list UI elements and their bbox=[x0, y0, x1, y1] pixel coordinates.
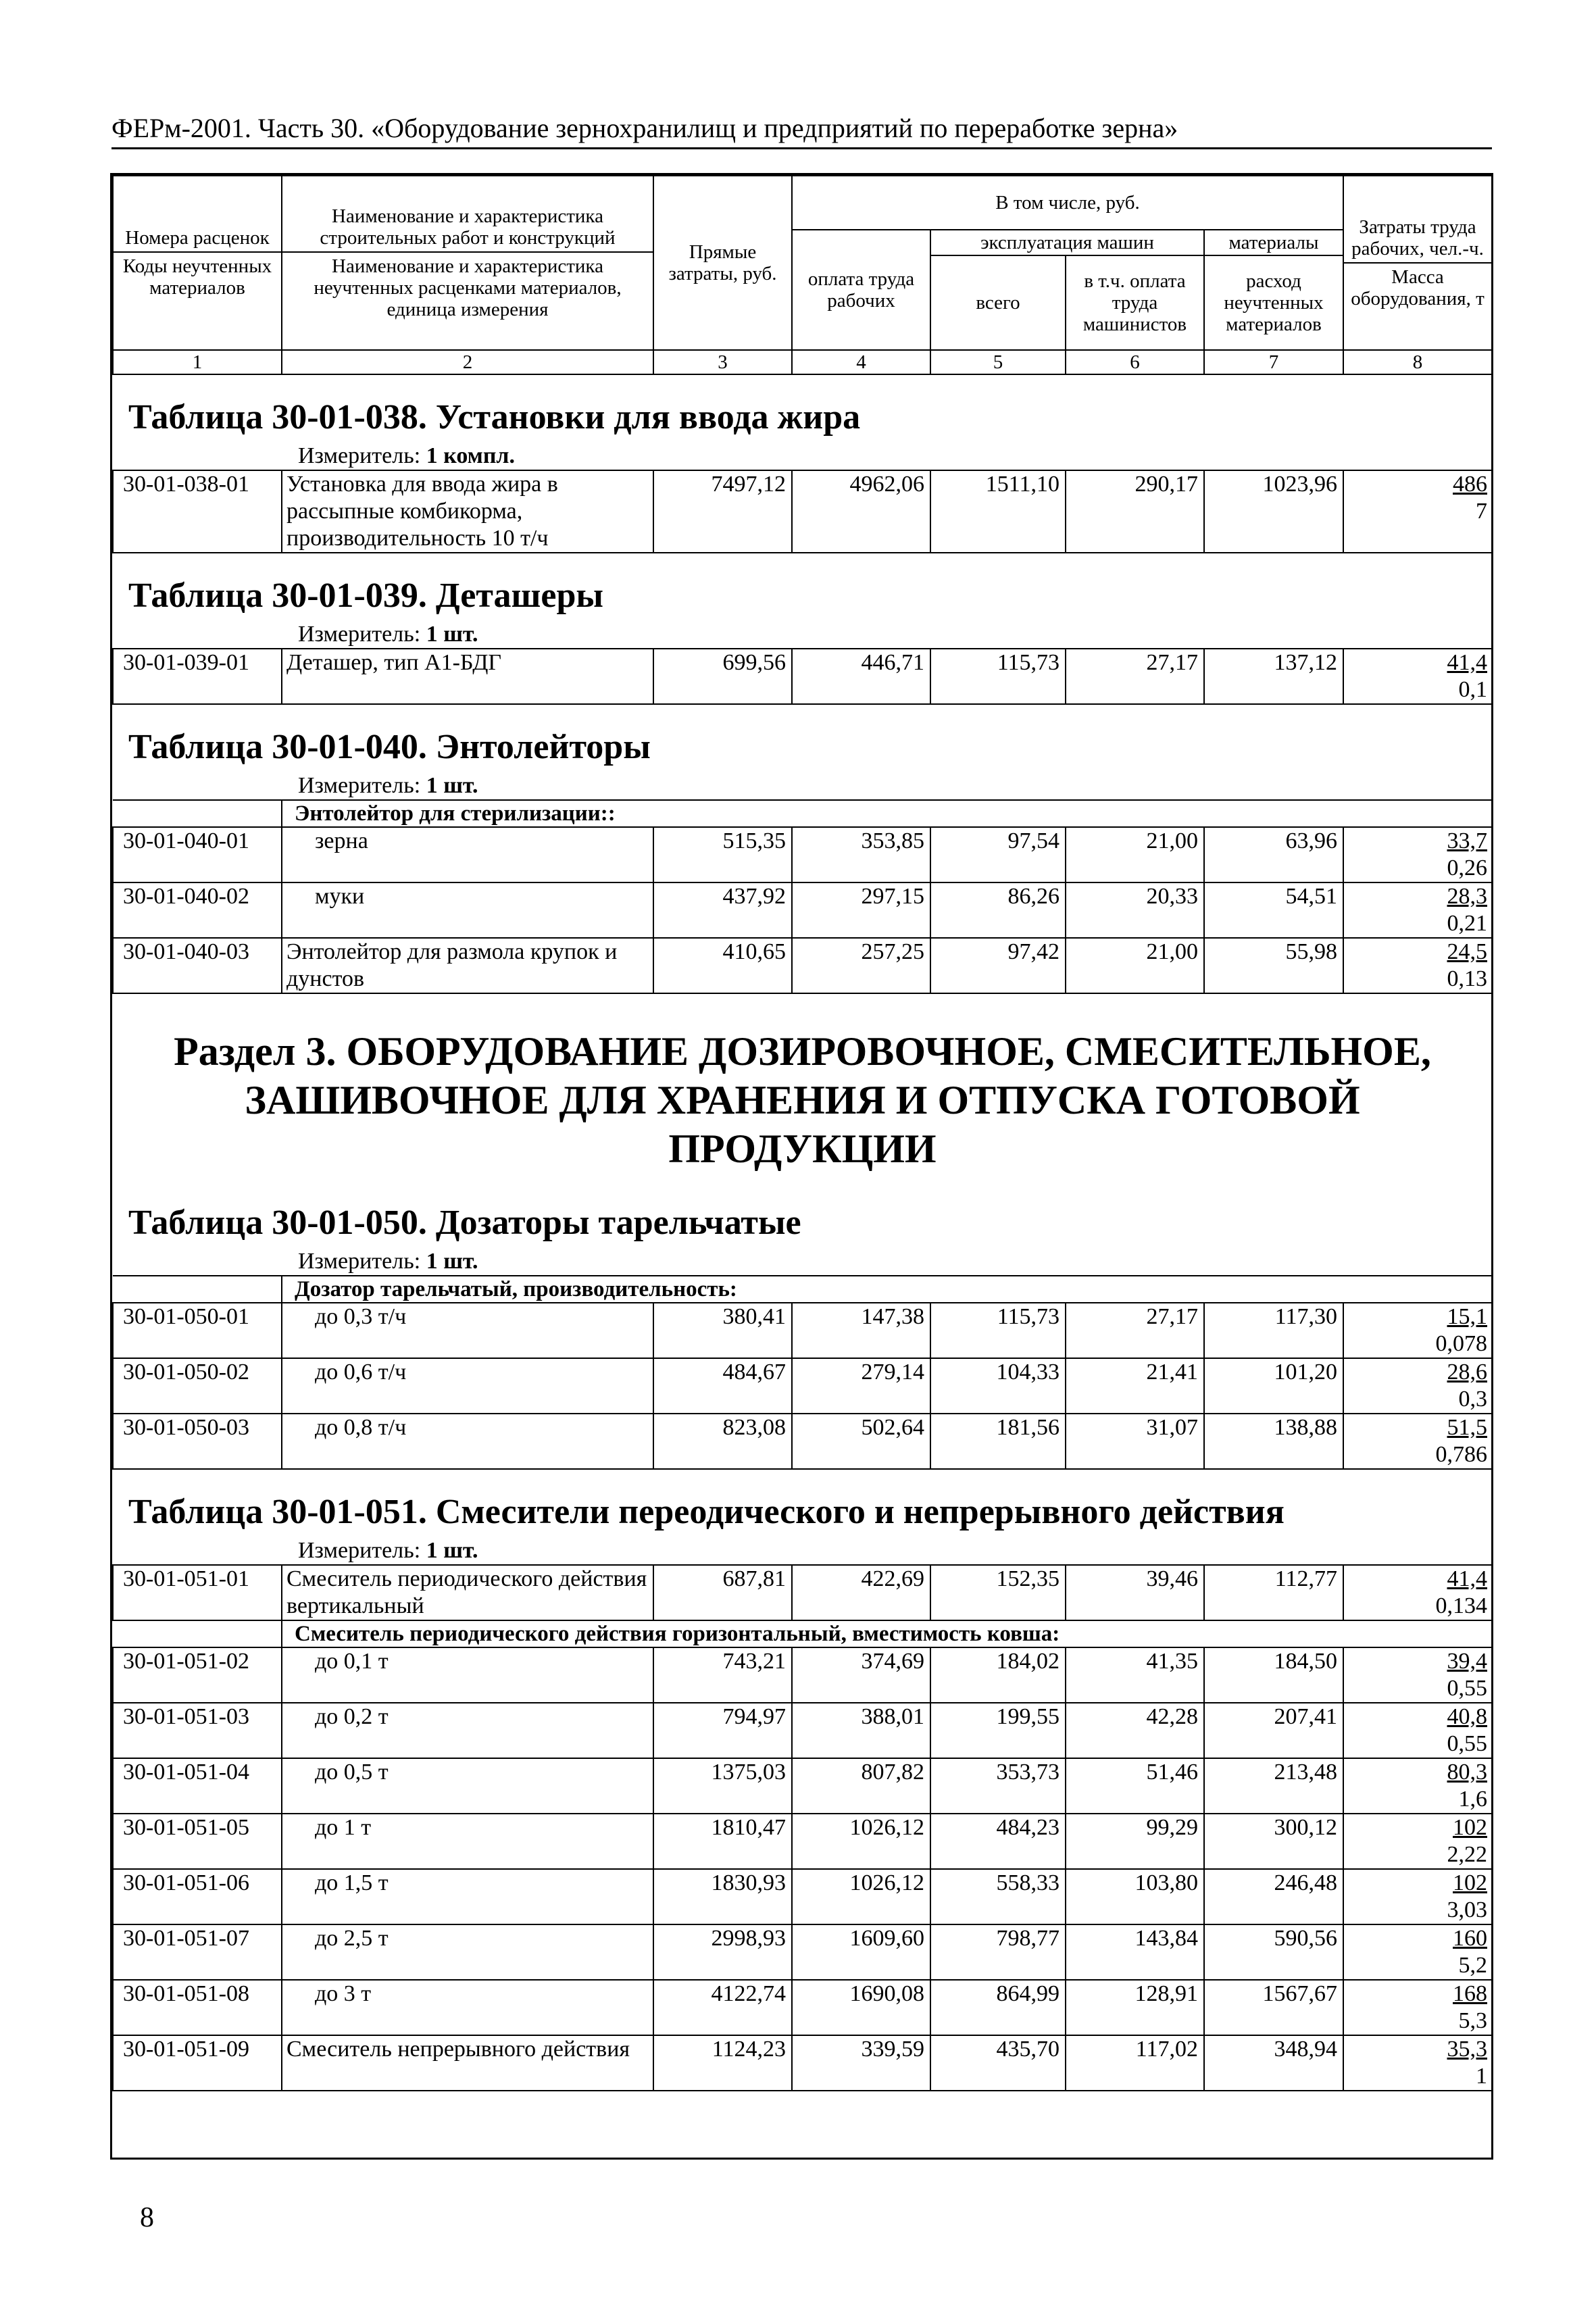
header-col1 bbox=[113, 176, 282, 350]
table-title: Таблица 30-01-039. Деташеры bbox=[128, 576, 603, 615]
value-pay: 502,64 bbox=[792, 1414, 930, 1469]
value-drivers: 27,17 bbox=[1066, 649, 1204, 704]
rate-name: до 3 т bbox=[282, 1980, 653, 2035]
value-materials: 54,51 bbox=[1204, 882, 1343, 938]
rate-code: 30-01-051-06 bbox=[113, 1869, 282, 1924]
header-col4: оплата труда рабочих bbox=[792, 230, 930, 350]
group-heading-row bbox=[113, 800, 1492, 827]
value-machines: 199,55 bbox=[930, 1703, 1066, 1758]
rate-name: Деташер, тип А1-БДГ bbox=[282, 649, 653, 704]
value-labor: 39,4 bbox=[1447, 1649, 1487, 1674]
group-heading-spacer bbox=[113, 1620, 282, 1647]
header-col8-bottom: Масса оборудования, т bbox=[1351, 266, 1485, 309]
header-col2-bottom: Наименование и характеристика неучтенных расценками материалов, единица измерения bbox=[314, 255, 622, 320]
value-machines: 353,73 bbox=[930, 1758, 1066, 1814]
value-pay: 147,38 bbox=[792, 1303, 930, 1358]
section-title: Раздел 3. ОБОРУДОВАНИЕ ДОЗИРОВОЧНОЕ, СМЕСИТЕЛЬНОЕ, ЗАШИВОЧНОЕ ДЛЯ ХРАНЕНИЯ И ОТПУСКА ГОТОВОЙ ПРОДУКЦИИ bbox=[174, 1029, 1431, 1171]
labor-mass-cell bbox=[1343, 1869, 1492, 1924]
header-col2-top: Наименование и характеристика строительных работ и конструкций bbox=[282, 204, 653, 253]
value-direct: 1810,47 bbox=[653, 1814, 792, 1869]
group-heading: Смеситель периодического действия горизонтальный, вместимость ковша: bbox=[282, 1620, 1492, 1647]
table-title: Таблица 30-01-051. Смесители переодического и непрерывного действия bbox=[128, 1493, 1285, 1531]
value-labor: 102 bbox=[1453, 1870, 1487, 1895]
table-row bbox=[113, 882, 1492, 938]
rate-name: до 2,5 т bbox=[282, 1924, 653, 1980]
value-mass: 0,078 bbox=[1435, 1331, 1487, 1356]
value-machines: 115,73 bbox=[930, 1303, 1066, 1358]
value-mass: 0,26 bbox=[1447, 855, 1487, 880]
meter-row bbox=[113, 1248, 1492, 1276]
meter-line bbox=[114, 1249, 1491, 1274]
value-mass: 0,134 bbox=[1435, 1593, 1487, 1618]
rate-name: до 0,6 т/ч bbox=[282, 1358, 653, 1414]
value-labor: 33,7 bbox=[1447, 828, 1487, 853]
table-row bbox=[113, 1303, 1492, 1358]
labor-mass-cell bbox=[1343, 882, 1492, 938]
meter-cell bbox=[113, 1248, 1492, 1276]
rate-name: до 0,2 т bbox=[282, 1703, 653, 1758]
value-mass: 7 bbox=[1476, 499, 1487, 524]
value-drivers: 128,91 bbox=[1066, 1980, 1204, 2035]
header-col1-top: Номера расценок bbox=[114, 226, 281, 253]
table-row bbox=[113, 1758, 1492, 1814]
labor-mass-cell bbox=[1343, 1758, 1492, 1814]
value-drivers: 39,46 bbox=[1066, 1565, 1204, 1620]
value-pay: 446,71 bbox=[792, 649, 930, 704]
table-title-cell bbox=[113, 374, 1492, 443]
rate-code: 30-01-038-01 bbox=[113, 470, 282, 553]
value-drivers: 51,46 bbox=[1066, 1758, 1204, 1814]
rate-name: до 0,5 т bbox=[282, 1758, 653, 1814]
rate-code: 30-01-040-02 bbox=[113, 882, 282, 938]
value-machines: 1511,10 bbox=[930, 470, 1066, 553]
value-drivers: 290,17 bbox=[1066, 470, 1204, 553]
table-title: Таблица 30-01-038. Установки для ввода жира bbox=[128, 398, 861, 437]
section-cell bbox=[113, 993, 1492, 1180]
rate-name: до 0,3 т/ч bbox=[282, 1303, 653, 1358]
value-drivers: 20,33 bbox=[1066, 882, 1204, 938]
value-labor: 102 bbox=[1453, 1815, 1487, 1840]
value-drivers: 143,84 bbox=[1066, 1924, 1204, 1980]
value-materials: 117,30 bbox=[1204, 1303, 1343, 1358]
value-drivers: 31,07 bbox=[1066, 1414, 1204, 1469]
value-labor: 80,3 bbox=[1447, 1760, 1487, 1785]
table-row bbox=[113, 1924, 1492, 1980]
value-materials: 101,20 bbox=[1204, 1358, 1343, 1414]
value-pay: 374,69 bbox=[792, 1647, 930, 1703]
labor-mass-cell bbox=[1343, 1647, 1492, 1703]
header-col5: всего bbox=[930, 255, 1066, 350]
table-body bbox=[113, 374, 1492, 2091]
rate-code: 30-01-040-03 bbox=[113, 938, 282, 993]
table-row bbox=[113, 1814, 1492, 1869]
column-number: 5 bbox=[930, 350, 1066, 374]
value-machines: 558,33 bbox=[930, 1869, 1066, 1924]
rate-name: муки bbox=[282, 882, 653, 938]
header-col7: расход неучтенных материалов bbox=[1204, 255, 1343, 350]
header-col8 bbox=[1343, 176, 1492, 350]
value-mass: 0,786 bbox=[1435, 1442, 1487, 1467]
value-mass: 5,2 bbox=[1458, 1953, 1487, 1978]
meter-cell bbox=[113, 1537, 1492, 1565]
table-row bbox=[113, 1647, 1492, 1703]
rate-code: 30-01-051-04 bbox=[113, 1758, 282, 1814]
header-machines-label: эксплуатация машин bbox=[930, 230, 1204, 255]
value-drivers: 21,00 bbox=[1066, 938, 1204, 993]
column-number: 7 bbox=[1204, 350, 1343, 374]
rate-code: 30-01-051-05 bbox=[113, 1814, 282, 1869]
value-labor: 51,5 bbox=[1447, 1415, 1487, 1440]
rate-code: 30-01-050-03 bbox=[113, 1414, 282, 1469]
value-mass: 3,03 bbox=[1447, 1897, 1487, 1922]
value-direct: 743,21 bbox=[653, 1647, 792, 1703]
header-materials-label: материалы bbox=[1204, 230, 1343, 255]
value-direct: 699,56 bbox=[653, 649, 792, 704]
running-header: ФЕРм-2001. Часть 30. «Оборудование зернохранилищ и предприятий по переработке зерна» bbox=[111, 114, 1492, 149]
value-drivers: 42,28 bbox=[1066, 1703, 1204, 1758]
group-heading-row bbox=[113, 1276, 1492, 1303]
value-labor: 486 bbox=[1453, 472, 1487, 497]
value-machines: 435,70 bbox=[930, 2035, 1066, 2091]
value-pay: 279,14 bbox=[792, 1358, 930, 1414]
value-materials: 348,94 bbox=[1204, 2035, 1343, 2091]
value-materials: 1567,67 bbox=[1204, 1980, 1343, 2035]
meter-label: Измеритель: bbox=[298, 1538, 421, 1563]
table-row bbox=[113, 1980, 1492, 2035]
value-direct: 484,67 bbox=[653, 1358, 792, 1414]
rate-name: зерна bbox=[282, 827, 653, 882]
rate-code: 30-01-040-01 bbox=[113, 827, 282, 882]
page-number: 8 bbox=[140, 2202, 154, 2233]
rate-name: Смеситель периодического действия вертикальный bbox=[282, 1565, 653, 1620]
value-drivers: 21,41 bbox=[1066, 1358, 1204, 1414]
value-drivers: 117,02 bbox=[1066, 2035, 1204, 2091]
column-number: 6 bbox=[1066, 350, 1204, 374]
value-pay: 257,25 bbox=[792, 938, 930, 993]
group-heading-row bbox=[113, 1620, 1492, 1647]
header-col2 bbox=[282, 176, 653, 350]
rate-code: 30-01-050-02 bbox=[113, 1358, 282, 1414]
group-heading-spacer bbox=[113, 800, 282, 827]
rate-name: Установка для ввода жира в рассыпные комбикорма, производительность 10 т/ч bbox=[282, 470, 653, 553]
value-labor: 168 bbox=[1453, 1981, 1487, 2006]
value-direct: 794,97 bbox=[653, 1703, 792, 1758]
value-materials: 213,48 bbox=[1204, 1758, 1343, 1814]
table-row bbox=[113, 470, 1492, 553]
labor-mass-cell bbox=[1343, 2035, 1492, 2091]
value-labor: 24,5 bbox=[1447, 939, 1487, 964]
value-materials: 246,48 bbox=[1204, 1869, 1343, 1924]
rate-code: 30-01-051-01 bbox=[113, 1565, 282, 1620]
table-row bbox=[113, 1358, 1492, 1414]
rate-code: 30-01-050-01 bbox=[113, 1303, 282, 1358]
labor-mass-cell bbox=[1343, 1358, 1492, 1414]
group-heading: Энтолейтор для стерилизации:: bbox=[282, 800, 1492, 827]
table-title-cell bbox=[113, 1469, 1492, 1537]
table-title: Таблица 30-01-050. Дозаторы тарельчатые bbox=[128, 1203, 801, 1242]
value-drivers: 27,17 bbox=[1066, 1303, 1204, 1358]
value-direct: 2998,93 bbox=[653, 1924, 792, 1980]
labor-mass-cell bbox=[1343, 470, 1492, 553]
value-materials: 55,98 bbox=[1204, 938, 1343, 993]
value-machines: 864,99 bbox=[930, 1980, 1066, 2035]
meter-line bbox=[114, 773, 1491, 799]
value-materials: 590,56 bbox=[1204, 1924, 1343, 1980]
rate-code: 30-01-051-09 bbox=[113, 2035, 282, 2091]
meter-value: 1 шт. bbox=[426, 1538, 478, 1563]
rate-name: до 0,1 т bbox=[282, 1647, 653, 1703]
value-direct: 437,92 bbox=[653, 882, 792, 938]
table-title-cell bbox=[113, 1180, 1492, 1248]
value-drivers: 99,29 bbox=[1066, 1814, 1204, 1869]
value-pay: 1026,12 bbox=[792, 1814, 930, 1869]
value-mass: 0,21 bbox=[1447, 911, 1487, 936]
table-row bbox=[113, 649, 1492, 704]
value-mass: 0,3 bbox=[1458, 1387, 1487, 1412]
rate-code: 30-01-051-02 bbox=[113, 1647, 282, 1703]
value-labor: 28,6 bbox=[1447, 1360, 1487, 1385]
header-col6: в т.ч. оплата труда машинистов bbox=[1066, 255, 1204, 350]
value-pay: 339,59 bbox=[792, 2035, 930, 2091]
table-row bbox=[113, 1703, 1492, 1758]
rate-name: до 1 т bbox=[282, 1814, 653, 1869]
value-pay: 353,85 bbox=[792, 827, 930, 882]
value-materials: 138,88 bbox=[1204, 1414, 1343, 1469]
rate-code: 30-01-039-01 bbox=[113, 649, 282, 704]
value-mass: 0,55 bbox=[1447, 1731, 1487, 1756]
table-title-cell bbox=[113, 553, 1492, 621]
value-materials: 207,41 bbox=[1204, 1703, 1343, 1758]
section-row bbox=[113, 993, 1492, 1180]
value-mass: 2,22 bbox=[1447, 1842, 1487, 1867]
table-title-row bbox=[113, 1180, 1492, 1248]
value-direct: 515,35 bbox=[653, 827, 792, 882]
meter-label: Измеритель: bbox=[298, 1249, 421, 1274]
labor-mass-cell bbox=[1343, 1703, 1492, 1758]
value-pay: 297,15 bbox=[792, 882, 930, 938]
value-labor: 15,1 bbox=[1447, 1304, 1487, 1329]
column-number: 4 bbox=[792, 350, 930, 374]
value-drivers: 21,00 bbox=[1066, 827, 1204, 882]
value-pay: 1026,12 bbox=[792, 1869, 930, 1924]
value-machines: 104,33 bbox=[930, 1358, 1066, 1414]
value-pay: 388,01 bbox=[792, 1703, 930, 1758]
rates-table bbox=[112, 175, 1493, 2091]
value-direct: 380,41 bbox=[653, 1303, 792, 1358]
labor-mass-cell bbox=[1343, 827, 1492, 882]
column-number: 2 bbox=[282, 350, 653, 374]
value-machines: 184,02 bbox=[930, 1647, 1066, 1703]
rate-name: до 0,8 т/ч bbox=[282, 1414, 653, 1469]
value-direct: 410,65 bbox=[653, 938, 792, 993]
value-mass: 0,55 bbox=[1447, 1676, 1487, 1701]
value-direct: 1830,93 bbox=[653, 1869, 792, 1924]
value-drivers: 103,80 bbox=[1066, 1869, 1204, 1924]
table-row bbox=[113, 1565, 1492, 1620]
value-direct: 687,81 bbox=[653, 1565, 792, 1620]
meter-line bbox=[114, 622, 1491, 647]
value-direct: 7497,12 bbox=[653, 470, 792, 553]
meter-row bbox=[113, 621, 1492, 649]
header-number-row bbox=[113, 350, 1492, 374]
meter-value: 1 шт. bbox=[426, 622, 478, 647]
table-row bbox=[113, 827, 1492, 882]
value-labor: 40,8 bbox=[1447, 1704, 1487, 1729]
group-heading: Дозатор тарельчатый, производительность: bbox=[282, 1276, 1492, 1303]
value-machines: 484,23 bbox=[930, 1814, 1066, 1869]
labor-mass-cell bbox=[1343, 1980, 1492, 2035]
meter-cell bbox=[113, 443, 1492, 470]
value-labor: 28,3 bbox=[1447, 884, 1487, 909]
value-direct: 1375,03 bbox=[653, 1758, 792, 1814]
labor-mass-cell bbox=[1343, 649, 1492, 704]
value-drivers: 41,35 bbox=[1066, 1647, 1204, 1703]
value-materials: 137,12 bbox=[1204, 649, 1343, 704]
meter-label: Измеритель: bbox=[298, 443, 421, 468]
meter-value: 1 компл. bbox=[426, 443, 516, 468]
value-labor: 35,3 bbox=[1447, 2037, 1487, 2062]
value-machines: 115,73 bbox=[930, 649, 1066, 704]
meter-value: 1 шт. bbox=[426, 1249, 478, 1274]
group-heading-spacer bbox=[113, 1276, 282, 1303]
value-mass: 5,3 bbox=[1458, 2008, 1487, 2033]
labor-mass-cell bbox=[1343, 1924, 1492, 1980]
labor-mass-cell bbox=[1343, 1414, 1492, 1469]
value-materials: 112,77 bbox=[1204, 1565, 1343, 1620]
value-materials: 63,96 bbox=[1204, 827, 1343, 882]
value-mass: 1 bbox=[1476, 2064, 1487, 2089]
value-machines: 152,35 bbox=[930, 1565, 1066, 1620]
value-mass: 1,6 bbox=[1458, 1787, 1487, 1812]
value-machines: 97,54 bbox=[930, 827, 1066, 882]
value-direct: 1124,23 bbox=[653, 2035, 792, 2091]
labor-mass-cell bbox=[1343, 1814, 1492, 1869]
value-pay: 422,69 bbox=[792, 1565, 930, 1620]
table-row bbox=[113, 2035, 1492, 2091]
value-direct: 4122,74 bbox=[653, 1980, 792, 2035]
column-number: 1 bbox=[113, 350, 282, 374]
meter-label: Измеритель: bbox=[298, 773, 421, 798]
meter-row bbox=[113, 1537, 1492, 1565]
table-title-row bbox=[113, 1469, 1492, 1537]
meter-cell bbox=[113, 772, 1492, 800]
table-title: Таблица 30-01-040. Энтолейторы bbox=[128, 728, 651, 766]
table-title-row bbox=[113, 374, 1492, 443]
value-machines: 86,26 bbox=[930, 882, 1066, 938]
value-materials: 1023,96 bbox=[1204, 470, 1343, 553]
value-machines: 798,77 bbox=[930, 1924, 1066, 1980]
meter-row bbox=[113, 772, 1492, 800]
labor-mass-cell bbox=[1343, 1565, 1492, 1620]
value-labor: 160 bbox=[1453, 1926, 1487, 1951]
value-machines: 97,42 bbox=[930, 938, 1066, 993]
value-mass: 0,1 bbox=[1458, 677, 1487, 702]
header-col1-bottom: Коды неучтенных материалов bbox=[122, 255, 272, 299]
rate-name: Смеситель непрерывного действия bbox=[282, 2035, 653, 2091]
meter-label: Измеритель: bbox=[298, 622, 421, 647]
value-direct: 823,08 bbox=[653, 1414, 792, 1469]
table-row bbox=[113, 1869, 1492, 1924]
value-pay: 4962,06 bbox=[792, 470, 930, 553]
labor-mass-cell bbox=[1343, 938, 1492, 993]
rate-name: Энтолейтор для размола крупок и дунстов bbox=[282, 938, 653, 993]
value-materials: 300,12 bbox=[1204, 1814, 1343, 1869]
value-labor: 41,4 bbox=[1447, 1566, 1487, 1591]
meter-cell bbox=[113, 621, 1492, 649]
value-pay: 807,82 bbox=[792, 1758, 930, 1814]
column-number: 8 bbox=[1343, 350, 1492, 374]
rate-name: до 1,5 т bbox=[282, 1869, 653, 1924]
table-title-row bbox=[113, 704, 1492, 772]
table-header bbox=[113, 176, 1492, 374]
table-title-cell bbox=[113, 704, 1492, 772]
header-col8-top: Затраты труда рабочих, чел.-ч. bbox=[1344, 215, 1491, 264]
table-row bbox=[113, 938, 1492, 993]
value-labor: 41,4 bbox=[1447, 650, 1487, 675]
value-mass: 0,13 bbox=[1447, 966, 1487, 991]
value-machines: 181,56 bbox=[930, 1414, 1066, 1469]
value-pay: 1609,60 bbox=[792, 1924, 930, 1980]
value-pay: 1690,08 bbox=[792, 1980, 930, 2035]
rates-table-frame bbox=[110, 173, 1493, 2160]
header-col3: Прямые затраты, руб. bbox=[653, 176, 792, 350]
meter-value: 1 шт. bbox=[426, 773, 478, 798]
meter-line bbox=[114, 1538, 1491, 1564]
table-title-row bbox=[113, 553, 1492, 621]
rate-code: 30-01-051-03 bbox=[113, 1703, 282, 1758]
rate-code: 30-01-051-08 bbox=[113, 1980, 282, 2035]
header-group-label: В том числе, руб. bbox=[792, 176, 1343, 230]
rate-code: 30-01-051-07 bbox=[113, 1924, 282, 1980]
table-row bbox=[113, 1414, 1492, 1469]
column-number: 3 bbox=[653, 350, 792, 374]
meter-line bbox=[114, 443, 1491, 469]
value-materials: 184,50 bbox=[1204, 1647, 1343, 1703]
meter-row bbox=[113, 443, 1492, 470]
labor-mass-cell bbox=[1343, 1303, 1492, 1358]
